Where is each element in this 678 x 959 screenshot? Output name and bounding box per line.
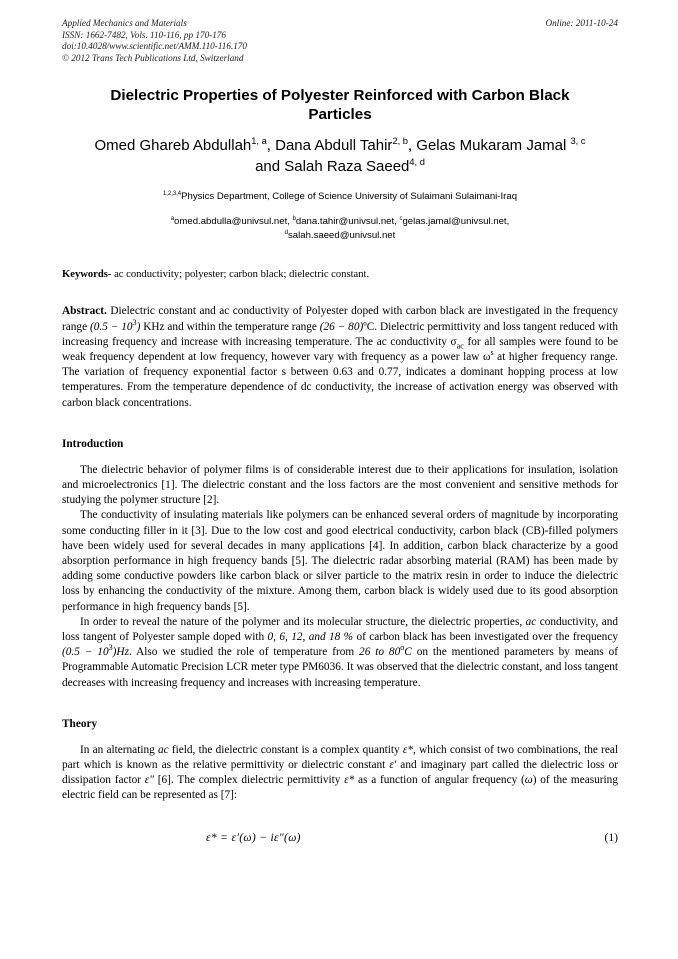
- intro-p3-math-ac: ac: [525, 615, 537, 628]
- author-2-name: Dana Abdull Tahir: [275, 137, 393, 155]
- equation-1-body: ε* = ε′(ω) − iε″(ω): [206, 830, 301, 844]
- intro-paragraph-1: The dielectric behavior of polymer films is of considerable interest due to their applications for insulation, isolation and microelectronics [1]. The dielectric constant and the loss factors are the most convenient and sensitive methods for studying the polymer structure [2].: [62, 463, 618, 507]
- online-date: Online: 2011-10-24: [545, 18, 618, 28]
- author-1-marker: 1, a: [251, 136, 267, 147]
- email-b[interactable]: dana.tahir@univsul.net,: [295, 216, 400, 228]
- intro-p3-text-3: of carbon black has been investigated over the frequency: [353, 631, 618, 644]
- abstract-math-temp-range: (26 − 80): [319, 320, 364, 333]
- theory-text-4: and imaginary part called the dielectric loss or dissipation factor: [62, 759, 618, 787]
- theory-text-1: In an alternating: [80, 743, 158, 756]
- affiliation-text: Physics Department, College of Science University of Sulaimani Sulaimani-Iraq: [181, 191, 518, 203]
- intro-p3-math-freq-range: (0.5 − 10: [62, 646, 109, 659]
- intro-p3-text-1: In order to reveal the nature of the polymer and its molecular structure, the dielectric properties,: [80, 615, 526, 628]
- author-3-marker: 3, c: [570, 136, 586, 147]
- abstract-math-freq-range: (0.5 − 10: [89, 320, 133, 333]
- section-heading-theory: Theory: [62, 717, 98, 730]
- author-list: [62, 135, 618, 177]
- email-a-marker: a: [170, 216, 175, 223]
- author-emails: [62, 215, 618, 242]
- theory-math-omega: ω: [524, 774, 533, 787]
- email-d[interactable]: salah.saeed@univsul.net: [287, 229, 396, 241]
- equation-1-row: [62, 830, 618, 848]
- abstract-sigma-symbol: σ: [450, 335, 457, 348]
- author-line2-prefix: and: [255, 158, 285, 176]
- author-4-marker: 4, d: [409, 157, 425, 168]
- journal-copyright: © 2012 Trans Tech Publications Ltd, Switzerland: [62, 52, 244, 63]
- theory-math-epsilon-star-1: ε*: [402, 743, 414, 756]
- intro-paragraph-2: The conductivity of insulating materials like polymers can be enhanced several orders of magnitude by incorporating some conducting filler in it [3]. Due to the low cost and good electrical conductivity, carbon black (CB)-filled polymers have been widely used for several decades in many applications [4]. In addition, carbon black characterize by a good absorption performance in high frequency bands [5]. The dielectric radar absorbing material (RAM) has been made by adding some conductive powders like carbon black or silver particle to the matrix resin in order to induce the dielectric loss by enhancing the conductivity of the mixture. Among them, carbon black is widely used due to its good absorption performance in high frequency bands [5].: [62, 509, 618, 613]
- author-2-marker: 2, b: [392, 136, 408, 147]
- intro-p3-math-temp: 26 to 80: [359, 646, 401, 659]
- intro-paragraph-3: [62, 615, 618, 691]
- abstract-omega-exponent: s: [490, 348, 494, 358]
- page-content: [62, 18, 618, 848]
- journal-doi: doi:10.4028/www.scientific.net/AMM.110-116.170: [62, 41, 247, 52]
- abstract-text-2: KHz and within the temperature range: [143, 320, 320, 333]
- abstract-sigma-subscript: ac: [456, 341, 464, 351]
- keywords-label: Keywords-: [62, 269, 112, 281]
- abstract-text-3: ºC. Dielectric permittivity and loss tangent reduced with increasing frequency and increase with increasing temperature. The ac conductivity: [62, 320, 619, 348]
- email-d-marker: d: [284, 229, 288, 236]
- email-b-marker: b: [292, 216, 296, 223]
- theory-math-ac: ac: [157, 743, 169, 756]
- intro-p3-math-concentrations: 0, 6, 12, and 18 %: [267, 631, 354, 644]
- abstract-text-5: at higher frequency range. The variation of frequency exponential factor s between 0.63 and 0.77, indicates a dominant hopping process at low temperatures. From the temperature dependence of dc conductivity, the increase of activation energy was observed with carbon black concentrations.: [62, 350, 618, 409]
- section-heading-introduction: Introduction: [62, 437, 124, 450]
- email-a[interactable]: omed.abdulla@univsul.net,: [174, 216, 293, 228]
- author-sep-2: ,: [407, 137, 417, 155]
- intro-p3-text-5: on the mentioned parameters by means of Programmable Automatic Precision LCR meter type PM6036. It was observed that the dielectric constant, and loss tangent decreases with increasing frequency and increases with increasing temperature.: [62, 646, 618, 689]
- intro-p3-math-freq-exp: 3: [108, 643, 113, 653]
- abstract-math-freq-exp: 3: [132, 317, 137, 327]
- email-c[interactable]: gelas.jamal@univsul.net,: [402, 216, 510, 228]
- intro-p3-math-freq-unit: )Hz: [112, 646, 129, 659]
- intro-p3-text-4: . Also we studied the role of temperature from: [128, 646, 360, 659]
- abstract-label: Abstract.: [62, 305, 107, 318]
- equation-1-number: (1): [604, 830, 618, 844]
- abstract-text-4: for all samples were found to be weak frequency dependent at low frequency, however vary with frequency as a power law: [62, 335, 618, 363]
- theory-math-epsilon-imag: ε″: [144, 774, 154, 787]
- intro-p3-math-degree: o: [400, 643, 405, 653]
- intro-p3-text-2: conductivity, and loss tangent of Polyester sample doped with: [62, 615, 619, 644]
- journal-header: [62, 18, 618, 64]
- abstract-omega-symbol: ω: [483, 350, 491, 363]
- author-sep-1: ,: [266, 137, 276, 155]
- journal-issn: ISSN: 1662-7482, Vols. 110-116, pp 170-176: [62, 29, 226, 40]
- journal-name: Applied Mechanics and Materials: [62, 18, 187, 28]
- email-c-marker: c: [399, 216, 403, 223]
- abstract-text-1: Dielectric constant and ac conductivity of Polyester doped with carbon black are investigated in the frequency range: [62, 305, 618, 333]
- theory-text-2: field, the dielectric constant is a complex quantity: [168, 743, 403, 756]
- author-3-name: Gelas Mukaram Jamal: [416, 137, 571, 155]
- page-title: Dielectric Properties of Polyester Reinforced with Carbon Black Particles: [110, 87, 570, 124]
- author-4-name: Salah Raza Saeed: [284, 158, 410, 176]
- theory-math-epsilon-real: ε′: [389, 759, 397, 772]
- theory-text-5: [6]. The complex dielectric permittivity: [153, 774, 345, 787]
- theory-math-epsilon-star-2: ε*: [344, 774, 355, 787]
- affiliation-marker: 1,2,3,4: [162, 191, 182, 198]
- theory-paragraph-1: [62, 743, 618, 804]
- theory-text-7: ) of the measuring electric field can be represented as [7]:: [62, 774, 618, 802]
- abstract-math-freq-close: ): [136, 320, 144, 333]
- theory-text-3: , which consist of two combinations, the real part which is known as the relative permittivity or dielectric constant: [62, 743, 618, 772]
- affiliation: [62, 190, 618, 203]
- keywords-line: [62, 268, 618, 282]
- theory-text-6: as a function of angular frequency (: [354, 774, 525, 787]
- keywords-text: ac conductivity; polyester; carbon black; dielectric constant.: [111, 269, 370, 281]
- intro-p3-math-celsius: C: [404, 646, 412, 659]
- abstract-paragraph: [62, 304, 618, 410]
- author-1-name: Omed Ghareb Abdullah: [94, 137, 252, 155]
